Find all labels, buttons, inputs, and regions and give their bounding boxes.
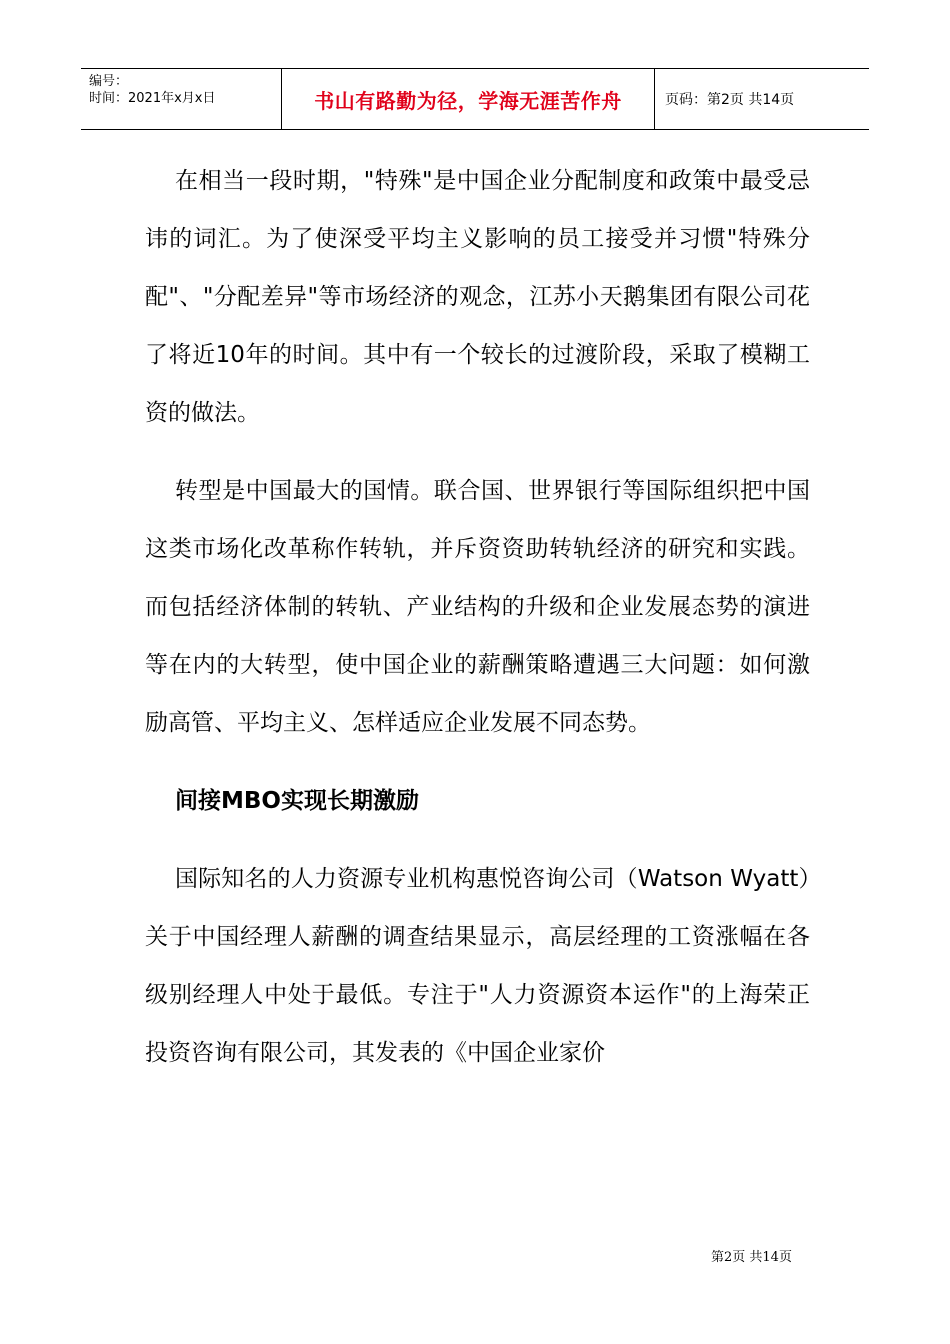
document-body (145, 152, 810, 1102)
paragraph-2: 转型是中国最大的国情。联合国、世界银行等国际组织把中国这类市场化改革称作转轨，并斥资资助转轨经济的研究和实践。而包括经济体制的转轨、产业结构的升级和企业发展态势的演进等在内的大转型，使中国企业的薪酬策略遭遇三大问题：如何激励高管、平均主义、怎样适应企业发展不同态势。 (145, 478, 810, 736)
paragraph-1: 在相当一段时期，"特殊"是中国企业分配制度和政策中最受忌讳的词汇。为了使深受平均主义影响的员工接受并习惯"特殊分配"、"分配差异"等市场经济的观念，江苏小天鹅集团有限公司花了将近10年的时间。其中有一个较长的过渡阶段，采取了模糊工资的做法。 (145, 168, 810, 426)
doc-time-label: 时间：2021年x月x日 (89, 91, 216, 106)
header-motto: 书山有路勤为径，学海无涯苦作舟 (282, 69, 655, 129)
header-meta (81, 69, 282, 129)
page-header (81, 68, 869, 130)
section-heading: 间接MBO实现长期激励 (175, 788, 419, 814)
paragraph-3: 国际知名的人力资源专业机构惠悦咨询公司（Watson Wyatt）关于中国经理人薪酬的调查结果显示，高层经理的工资涨幅在各级别经理人中处于最低。专注于"人力资源资本运作"的上海荣正投资咨询有限公司，其发表的《中国企业家价 (145, 866, 810, 1066)
doc-number-label: 编号： (89, 74, 129, 89)
page-footer: 第2页 共14页 (711, 1250, 792, 1265)
header-page-info: 页码：第2页 共14页 (665, 92, 795, 108)
